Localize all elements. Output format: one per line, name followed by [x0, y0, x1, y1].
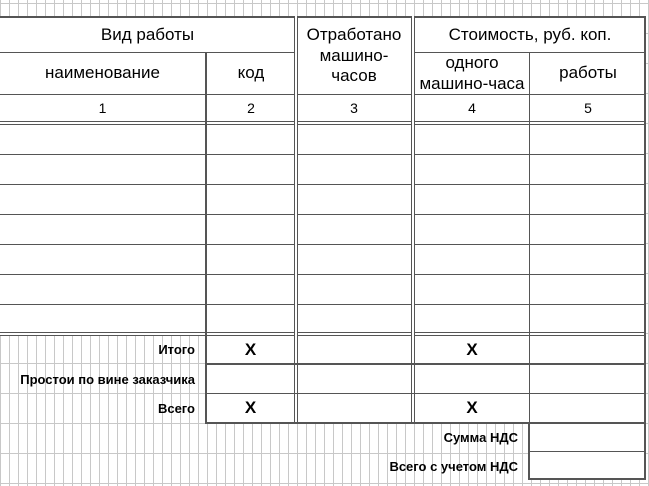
table-row[interactable]	[0, 215, 645, 245]
table-row[interactable]	[0, 275, 645, 305]
header-divider-1	[0, 52, 295, 53]
downtime-cost-work[interactable]	[530, 365, 644, 393]
downtime-label: Простои по вине заказчика	[20, 371, 195, 387]
column-number-2: 2	[207, 95, 295, 122]
data-rows	[0, 125, 645, 333]
downtime-machine-hours[interactable]	[298, 365, 411, 393]
table-row[interactable]	[0, 245, 645, 275]
vat-bottom-line	[528, 478, 646, 480]
header-cost-work: работы	[531, 53, 645, 94]
vsego-machine-hours[interactable]	[298, 394, 411, 422]
header-machine-hours-text: Отработано машино-часов	[306, 25, 402, 86]
header-name: наименование	[0, 53, 205, 94]
itogo-label: Итого	[158, 342, 195, 358]
vsego-cost-per-hour: X	[415, 394, 529, 422]
column-number-4: 4	[415, 95, 529, 122]
vat-sum-value[interactable]	[531, 424, 644, 451]
vsego-code: X	[207, 394, 294, 422]
vsego-label: Всего	[157, 401, 195, 417]
table-row[interactable]	[0, 155, 645, 185]
header-work-type: Вид работы	[0, 18, 295, 52]
header-cost: Стоимость, руб. коп.	[415, 18, 645, 52]
vsego-cost-work[interactable]	[530, 394, 644, 422]
downtime-code[interactable]	[207, 365, 294, 393]
header-divider-2	[415, 52, 645, 53]
itogo-machine-hours[interactable]	[298, 336, 411, 364]
header-machine-hours	[297, 18, 411, 94]
vat-sum-label: Сумма НДС	[443, 430, 518, 446]
column-number-3: 3	[297, 95, 411, 122]
table-row[interactable]	[0, 305, 645, 333]
downtime-cost-per-hour[interactable]	[415, 365, 529, 393]
header-code: код	[207, 53, 295, 94]
header-cost-per-hour	[415, 53, 529, 94]
column-number-5: 5	[531, 95, 645, 122]
table-row[interactable]	[0, 185, 645, 215]
itogo-cost-work[interactable]	[530, 336, 644, 364]
vat-total-label: Всего с учетом НДС	[389, 458, 518, 474]
vat-total-value[interactable]	[531, 452, 644, 479]
table-row[interactable]	[0, 125, 645, 155]
table-right-border	[644, 16, 646, 479]
itogo-code: X	[207, 336, 294, 364]
vat-left-border	[528, 423, 530, 480]
itogo-cost-per-hour: X	[415, 336, 529, 364]
column-number-1: 1	[0, 95, 205, 122]
header-cost-per-hour-text: одного машино-часа	[419, 53, 525, 93]
header-divider-3	[0, 94, 645, 95]
